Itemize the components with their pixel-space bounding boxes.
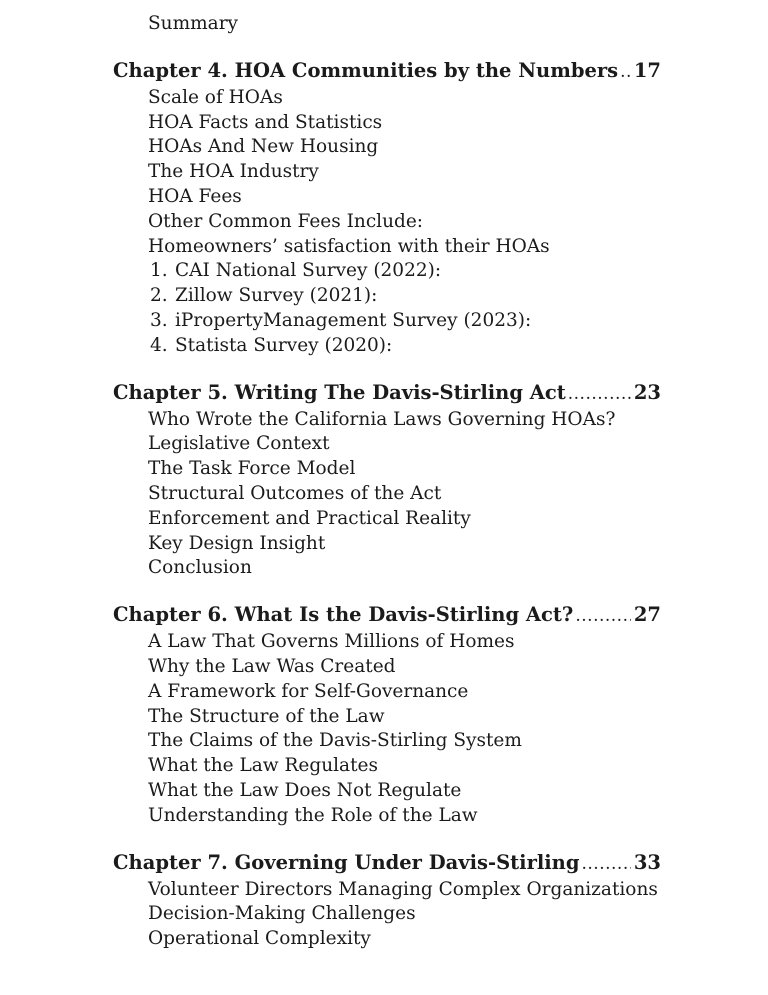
entry-number: 2. [150,285,168,307]
dot-leader [582,850,631,878]
toc-entry-summary: Summary [148,13,238,34]
toc-entry: The HOA Industry [148,161,319,183]
chapter-page-number: 27 [633,603,661,627]
toc-entry: Homeowners’ satisfaction with their HOAs [148,235,550,257]
chapter-title: Chapter 6. What Is the Davis-Stirling Act? [113,603,574,627]
entry-text: CAI National Survey (2022): [175,260,442,282]
toc-entry: What the Law Does Not Regulate [148,779,462,801]
dot-leader [575,602,631,630]
entry-number: 4. [150,334,168,356]
toc-entry: HOA Facts and Statistics [148,111,383,133]
toc-entry: Volunteer Directors Managing Complex Organizations [148,878,658,900]
toc-entry: A Law That Governs Millions of Homes [148,631,515,653]
toc-chapter-heading [113,57,661,86]
toc-section-chapter-5 [113,379,661,582]
toc-chapter-heading [113,849,661,878]
chapter-title: Chapter 5. Writing The Davis-Stirling Act [113,380,566,404]
entry-text: Statista Survey (2020): [175,334,393,356]
dot-leader [568,380,631,408]
chapter-page-number: 17 [633,58,661,82]
toc-chapter-heading [113,379,661,408]
chapter-page-number: 33 [633,850,661,874]
entry-number: 3. [150,309,168,331]
toc-entry: The Structure of the Law [148,705,385,727]
toc-entry: Key Design Insight [148,532,326,554]
toc-entry: The Task Force Model [148,458,356,480]
toc-entry: Scale of HOAs [148,86,283,108]
toc-entry: Why the Law Was Created [148,655,396,677]
chapter-page-number: 23 [633,380,661,404]
toc-entry: Legislative Context [148,433,330,455]
toc-entry: Conclusion [148,557,252,579]
toc-entry-numbered [150,259,661,284]
toc-entry: Who Wrote the California Laws Governing HOAs? [148,408,616,430]
toc-entry: Structural Outcomes of the Act [148,482,442,504]
toc-entry: HOAs And New Housing [148,136,379,158]
entry-text: iPropertyManagement Survey (2023): [175,309,532,331]
toc-section-chapter-6 [113,601,661,828]
toc-entry: Decision-Making Challenges [148,903,416,925]
toc-entry: HOA Fees [148,185,242,207]
toc-entry: What the Law Regulates [148,755,378,777]
toc-entry: Other Common Fees Include: [148,210,424,232]
chapter-title: Chapter 4. HOA Communities by the Numbers [113,58,619,82]
toc-entry: Understanding the Role of the Law [148,804,478,826]
dot-leader [620,58,631,86]
toc-entry-numbered [150,334,661,359]
toc-chapter-heading [113,601,661,630]
toc-entry: Enforcement and Practical Reality [148,507,471,529]
toc-entry-numbered [150,284,661,309]
toc-section-chapter-7 [113,849,661,952]
entry-number: 1. [150,260,168,282]
entry-text: Zillow Survey (2021): [175,285,378,307]
toc-entry: Operational Complexity [148,928,371,950]
toc-entry: A Framework for Self-Governance [148,680,469,702]
toc-entry: The Claims of the Davis-Stirling System [148,730,522,752]
toc-section-chapter-4 [113,57,661,359]
toc-entry-numbered [150,309,661,334]
chapter-title: Chapter 7. Governing Under Davis-Stirling [113,850,580,874]
